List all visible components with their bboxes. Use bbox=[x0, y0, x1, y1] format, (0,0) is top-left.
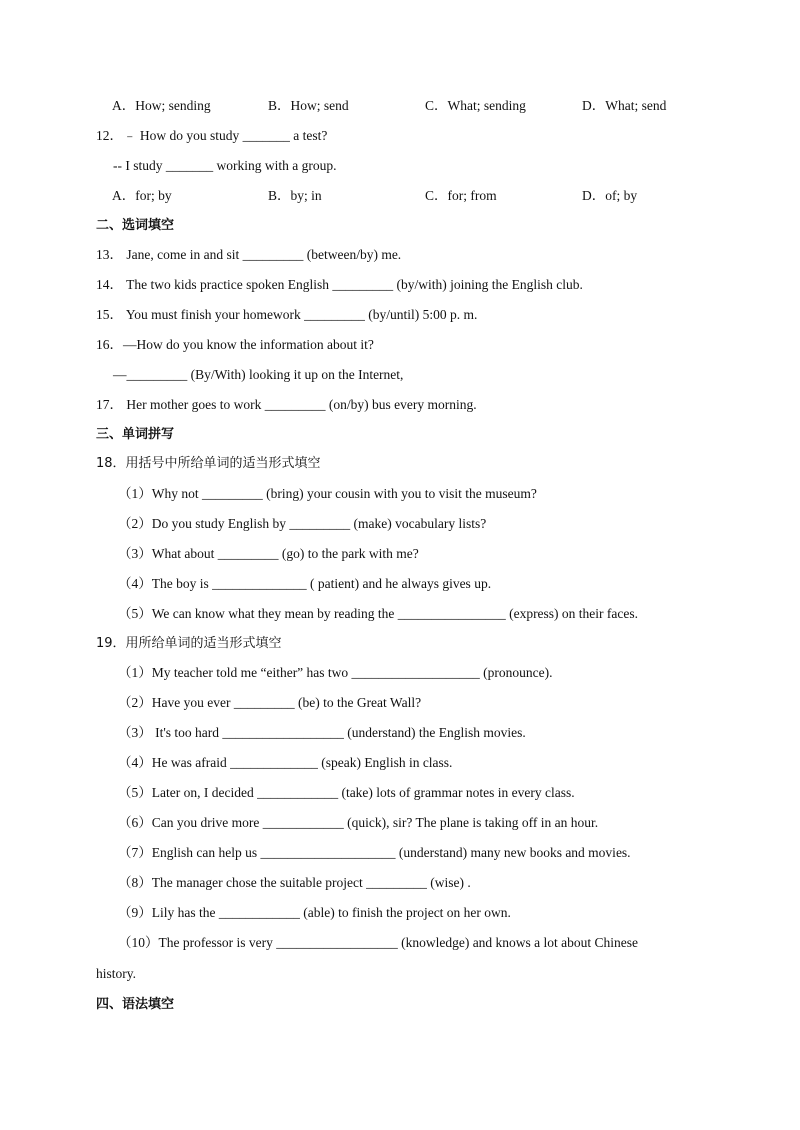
q19-instruction: 19．用所给单词的适当形式填空 bbox=[96, 636, 282, 651]
q11-option-b: B．How; send bbox=[268, 98, 349, 113]
section4-title: 四、语法填空 bbox=[96, 997, 175, 1012]
section3-title: 三、单词拼写 bbox=[96, 427, 175, 442]
q18-item-3: （3）What about _________ (go) to the park with me? bbox=[118, 546, 419, 561]
q12-option-b: B．by; in bbox=[268, 188, 322, 203]
q16-question: 16．—How do you know the information about it? bbox=[96, 337, 374, 352]
q13: 13． Jane, come in and sit _________ (between/by) me. bbox=[96, 247, 402, 262]
q11-option-a: A．How; sending bbox=[112, 98, 211, 113]
q19-item-4: （4）He was afraid _____________ (speak) English in class. bbox=[118, 755, 453, 770]
q12-option-c: C．for; from bbox=[425, 188, 497, 203]
q19-item-3: （3） It's too hard __________________ (understand) the English movies. bbox=[118, 725, 526, 740]
q11-option-d: D．What; send bbox=[582, 98, 667, 113]
section2-title: 二、选词填空 bbox=[96, 218, 175, 233]
q14: 14． The two kids practice spoken English _________ (by/with) joining the English club. bbox=[96, 277, 583, 292]
q12-option-a: A．for; by bbox=[112, 188, 172, 203]
q15: 15． You must finish your homework _________ (by/until) 5:00 p. m. bbox=[96, 307, 478, 322]
q12-answer-line: -- I study _______ working with a group. bbox=[113, 158, 337, 173]
q16-answer: —_________ (By/With) looking it up on the Internet, bbox=[113, 367, 404, 382]
q19-item-10-continuation: history. bbox=[96, 966, 136, 981]
q11-option-c: C．What; sending bbox=[425, 98, 526, 113]
q19-item-10: （10）The professor is very __________________ (knowledge) and knows a lot about Chinese bbox=[118, 935, 639, 950]
q19-item-5: （5）Later on, I decided ____________ (take) lots of grammar notes in every class. bbox=[118, 785, 575, 800]
q12-prompt: 12．﹣ How do you study _______ a test? bbox=[96, 128, 328, 143]
q18-instruction: 18．用括号中所给单词的适当形式填空 bbox=[96, 456, 321, 471]
q19-item-8: （8）The manager chose the suitable project _________ (wise) . bbox=[118, 875, 471, 890]
q18-item-2: （2）Do you study English by _________ (make) vocabulary lists? bbox=[118, 516, 487, 531]
q19-item-9: （9）Lily has the ____________ (able) to finish the project on her own. bbox=[118, 905, 511, 920]
q12-option-d: D．of; by bbox=[582, 188, 638, 203]
q19-item-1: （1）My teacher told me “either” has two ___________________ (pronounce). bbox=[118, 665, 553, 680]
q18-item-4: （4）The boy is ______________ ( patient) and he always gives up. bbox=[118, 576, 492, 591]
q19-item-2: （2）Have you ever _________ (be) to the Great Wall? bbox=[118, 695, 422, 710]
q18-item-5: （5）We can know what they mean by reading the ________________ (express) on their faces. bbox=[118, 606, 639, 621]
q18-item-1: （1）Why not _________ (bring) your cousin with you to visit the museum? bbox=[118, 486, 537, 501]
q19-item-6: （6）Can you drive more ____________ (quick), sir? The plane is taking off in an hour. bbox=[118, 815, 599, 830]
q17: 17． Her mother goes to work _________ (on/by) bus every morning. bbox=[96, 397, 477, 412]
q19-item-7: （7）English can help us ____________________ (understand) many new books and movies. bbox=[118, 845, 631, 860]
